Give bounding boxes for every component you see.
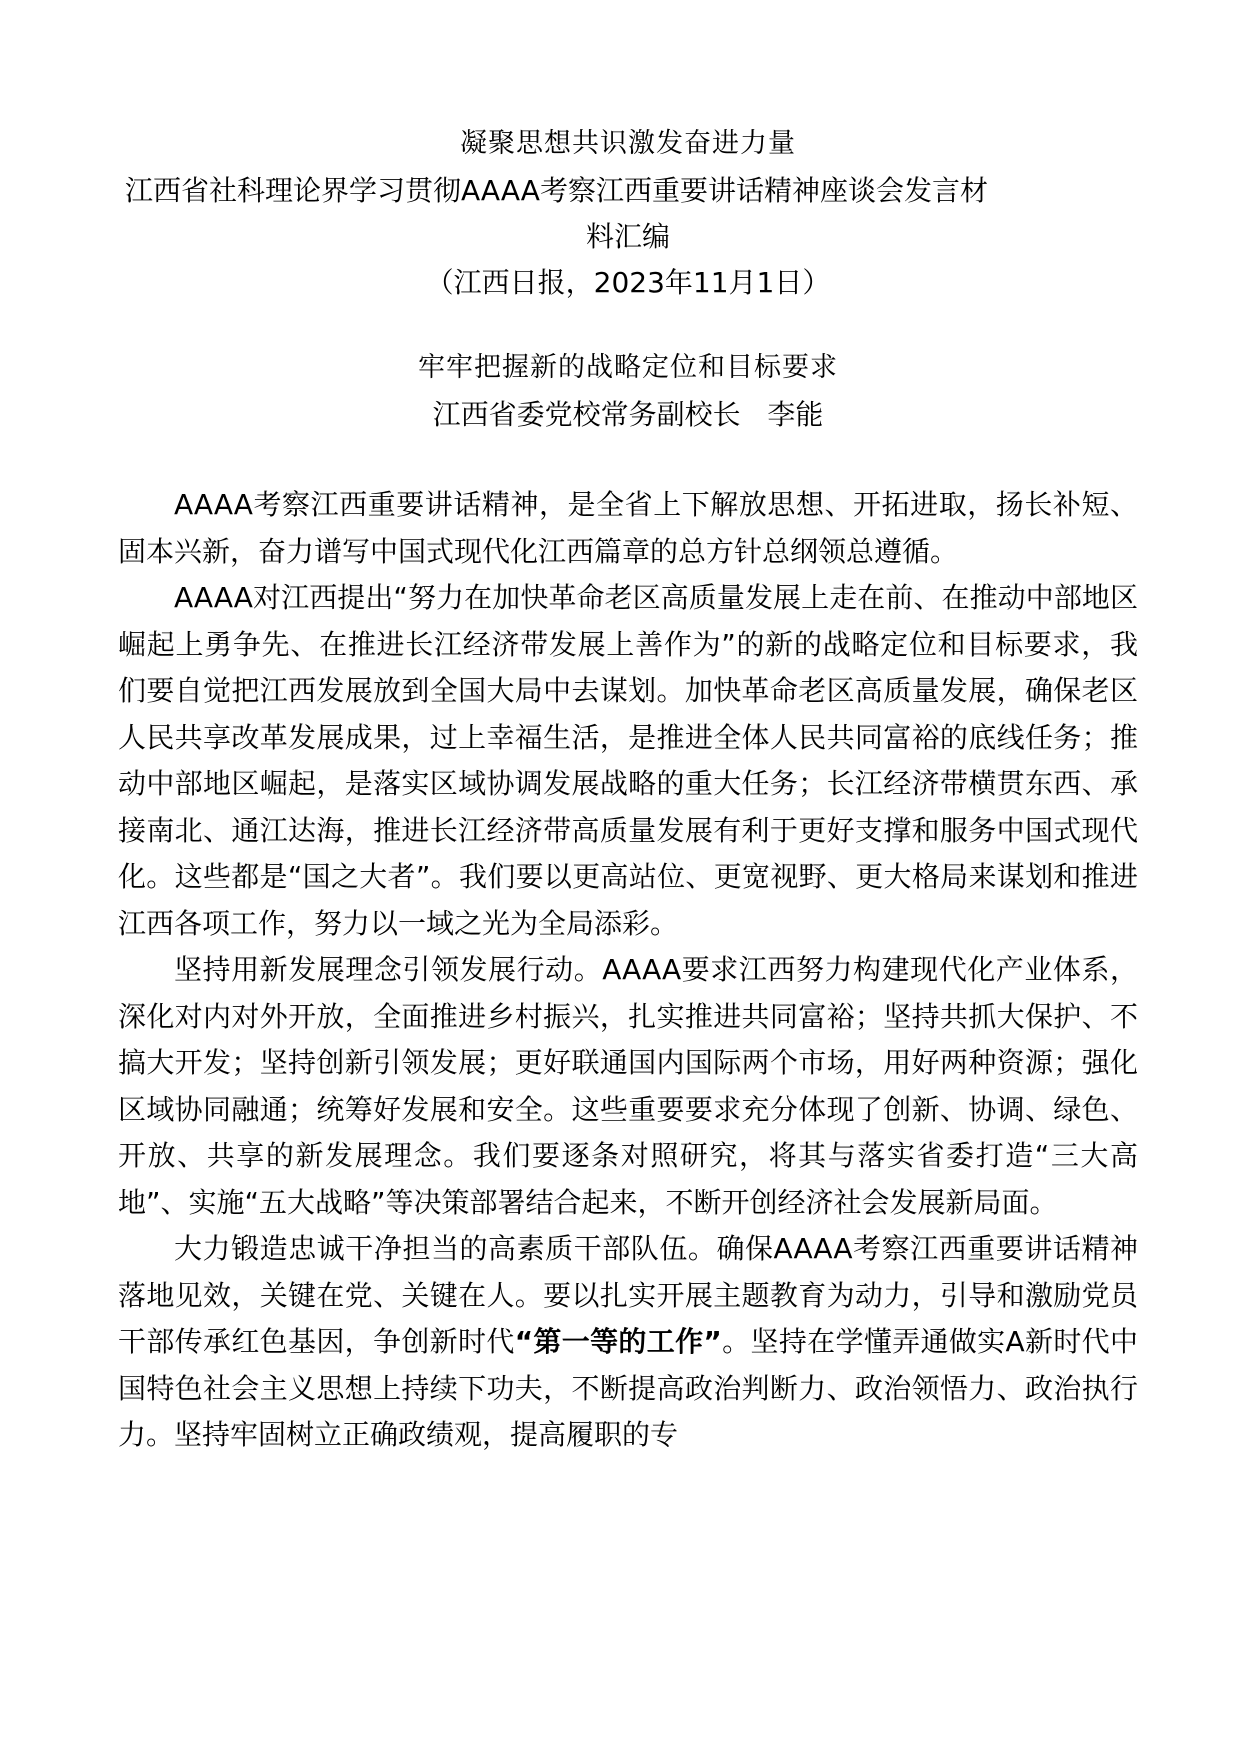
- paragraph-4-bold-phrase: “第一等的工作”: [514, 1325, 722, 1358]
- paragraph-1: AAAA考察江西重要讲话精神，是全省上下解放思想、开拓进取，扬长补短、固本兴新，奋力谱写中国式现代化江西篇章的总方针总纲领总遵循。: [118, 488, 1138, 568]
- source-line: （江西日报，2023年11月1日）: [425, 266, 831, 299]
- document-page: [118, 120, 1138, 1459]
- paragraph-2: AAAA对江西提出“努力在加快革命老区高质量发展上走在前、在推动中部地区崛起上勇争先、在推进长江经济带发展上善作为”的新的战略定位和目标要求，我们要自觉把江西发展放到全国大局中去谋划。加快革命老区高质量发展，确保老区人民共享改革发展成果，过上幸福生活，是推进全体人民共同富裕的底线任务；推动中部地区崛起，是落实区域协调发展战略的重大任务；长江经济带横贯东西、承接南北、通江达海，推进长江经济带高质量发展有利于更好支撑和服务中国式现代化。这些都是“国之大者”。我们要以更高站位、更宽视野、更大格局来谋划和推进江西各项工作，努力以一域之光为全局添彩。: [118, 581, 1138, 940]
- main-title: 凝聚思想共识激发奋进力量: [460, 128, 796, 159]
- subtitle: [118, 168, 1138, 260]
- paragraph-4-text-b: 。坚持在学懂弄通做实A新时代中国特色社会主义思想上持续下功夫，不断提高政治判断力、政治领悟力、政治执行力。坚持牢固树立正确政绩观，提高履职的专: [118, 1325, 1139, 1451]
- author-line: 江西省委党校常务副校长 李能: [432, 398, 824, 431]
- subtitle-line-1: 江西省社科理论界学习贯彻AAAA考察江西重要讲话精神座谈会发言材: [125, 174, 988, 207]
- spacer: [118, 438, 1138, 482]
- paragraph-3: 坚持用新发展理念引领发展行动。AAAA要求江西努力构建现代化产业体系，深化对内对外开放，全面推进乡村振兴，扎实推进共同富裕；坚持共抓大保护、不搞大开发；坚持创新引领发展；更好联通国内国际两个市场，用好两种资源；强化区域协同融通；统筹好发展和安全。这些重要要求充分体现了创新、协调、绿色、开放、共享的新发展理念。我们要逐条对照研究，将其与落实省委打造“三大高地”、实施“五大战略”等决策部署结合起来，不断开创经济社会发展新局面。: [118, 953, 1138, 1219]
- paragraph-4: [118, 1226, 1138, 1459]
- subtitle-line-2: 料汇编: [585, 220, 670, 253]
- paragraph-4-text-a: 大力锻造忠诚干净担当的高素质干部队伍。确保AAAA考察江西重要讲话精神落地见效，关键在党、关键在人。要以扎实开展主题教育为动力，引导和激励党员干部传承红色基因，争创新时代: [118, 1232, 1138, 1358]
- spacer: [118, 306, 1138, 344]
- article-title: 牢牢把握新的战略定位和目标要求: [418, 352, 838, 383]
